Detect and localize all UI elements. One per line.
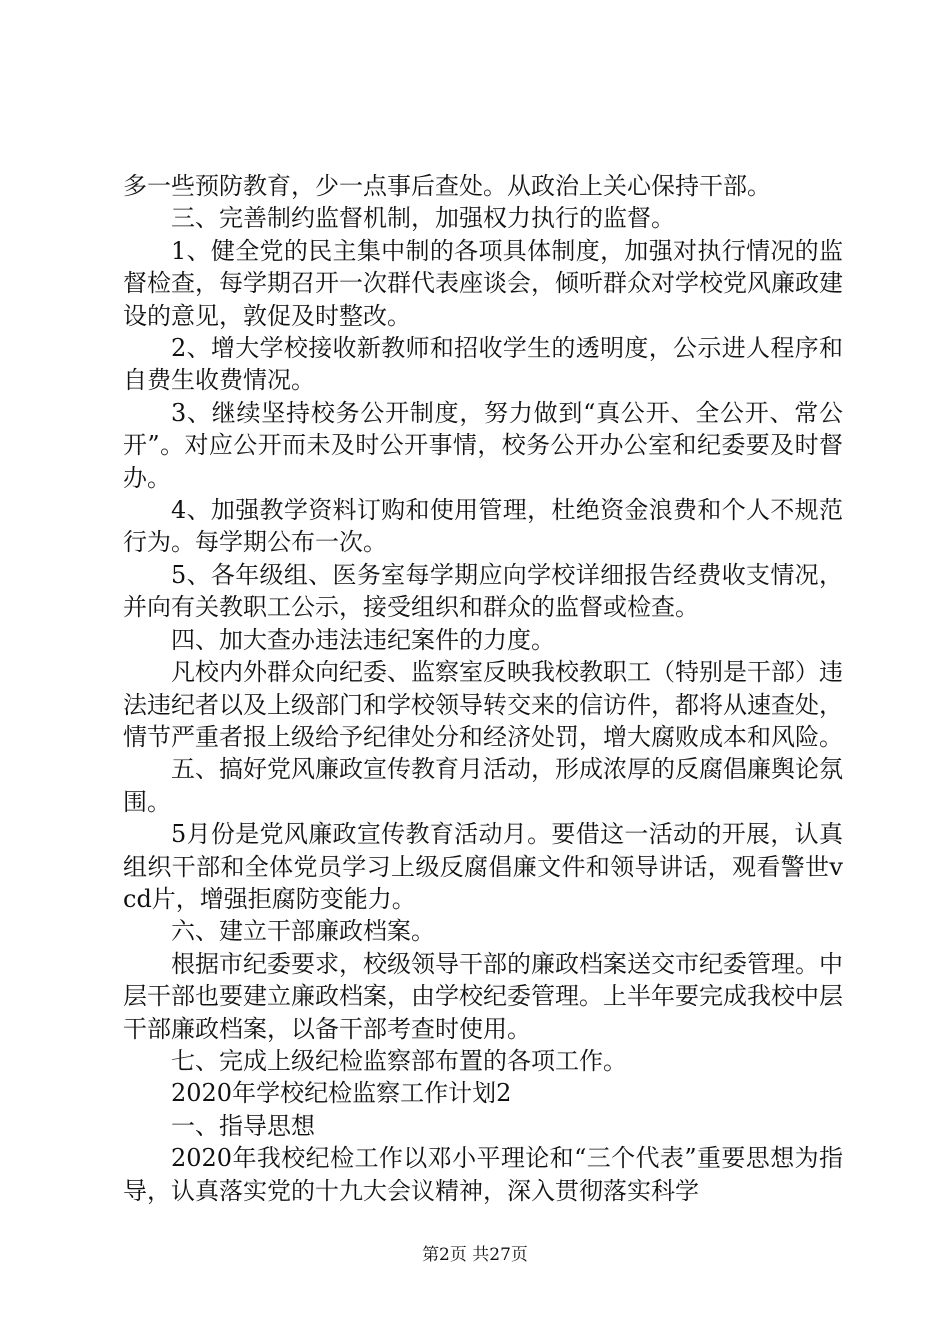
paragraph-8: 四、加大查办违法违纪案件的力度。 [171,625,555,654]
paragraph-11: 5月份是党风廉政宣传教育活动月。要借这一活动的开展，认真组织干部和全体党员学习上级反腐倡廉文件和领导讲话，观看警世vcd片，增强拒腐防变能力。 [123,820,843,913]
paragraph-15: 2020年学校纪检监察工作计划2 [171,1079,512,1108]
paragraph-5: 3、继续坚持校务公开制度，努力做到“真公开、全公开、常公开”。对应公开而未及时公开事情，校务公开办公室和纪委要及时督办。 [123,398,843,492]
paragraph-6: 4、加强教学资料订购和使用管理，杜绝资金浪费和个人不规范行为。每学期公布一次。 [123,496,843,557]
paragraph-9: 凡校内外群众向纪委、监察室反映我校教职工（特别是干部）违法违纪者以及上级部门和学校领导转交来的信访件，都将从速查处，情节严重者报上级给予纪律处分和经济处罚，增大腐败成本和风险。 [123,658,843,751]
paragraph-3: 1、健全党的民主集中制的各项具体制度，加强对执行情况的监督检查，每学期召开一次群代表座谈会，倾听群众对学校党风廉政建设的意见，敦促及时整改。 [123,236,843,330]
paragraph-12: 六、建立干部廉政档案。 [171,917,435,946]
paragraph-4: 2、增大学校接收新教师和招收学生的透明度，公示进人程序和自费生收费情况。 [123,334,843,395]
paragraph-14: 七、完成上级纪检监察部布置的各项工作。 [171,1046,627,1075]
paragraph-13: 根据市纪委要求，校级领导干部的廉政档案送交市纪委管理。中层干部也要建立廉政档案，由学校纪委管理。上半年要完成我校中层干部廉政档案，以备干部考查时使用。 [123,949,843,1043]
paragraph-1: 多一些预防教育，少一点事后查处。从政治上关心保持干部。 [123,172,771,200]
paragraph-7: 5、各年级组、医务室每学期应向学校详细报告经费收支情况，并向有关教职工公示，接受组织和群众的监督或检查。 [123,560,843,622]
document-body [123,170,843,1207]
paragraph-16: 一、指导思想 [171,1111,315,1140]
paragraph-2: 三、完善制约监督机制，加强权力执行的监督。 [171,204,675,233]
paragraph-10: 五、搞好党风廉政宣传教育月活动，形成浓厚的反腐倡廉舆论氛围。 [123,755,843,816]
paragraph-17: 2020年我校纪检工作以邓小平理论和“三个代表”重要思想为指导，认真落实党的十九大会议精神，深入贯彻落实科学 [123,1144,843,1205]
page-number-footer: 第2页 共27页 [422,1245,528,1265]
